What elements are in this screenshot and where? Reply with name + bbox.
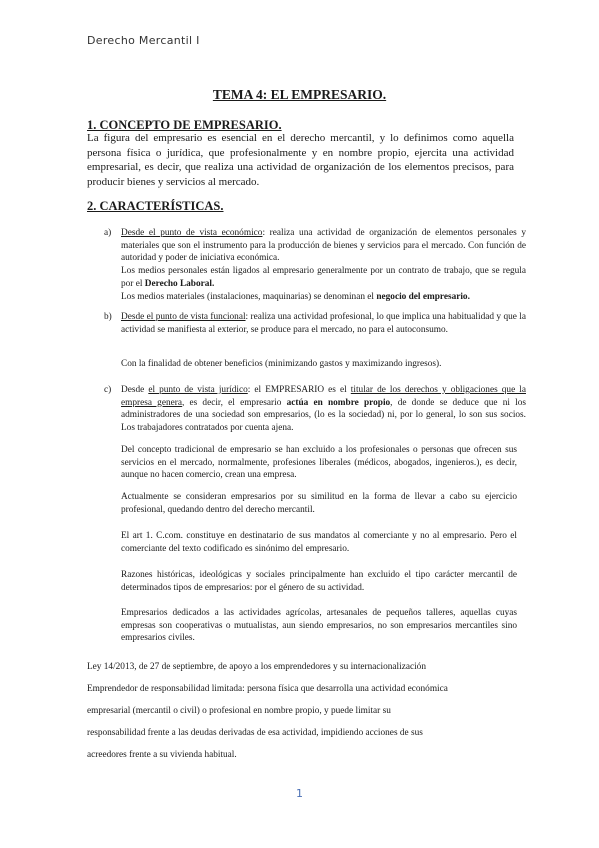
item-c-paragraph-6: Empresarios dedicados a las actividades agrícolas, artesanales de pequeños talleres, aquellas cuyas empresas son cooperativas o mutualistas, aun siendo empresarios, no son empresarios mercantiles sino empresarios civiles.	[121, 608, 517, 644]
item-c-paragraph-3: Actualmente se consideran empresarios por su similitud en la forma de llevar a cabo su ejercicio profesional, quedando dentro del derecho mercantil.	[121, 492, 517, 515]
item-a-text-1: : realiza una actividad de organización de elementos personales y materiales que son el instrumento para la producción de bienes y servicios para el mercado. Con función de autoridad y poder de iniciativa económica.	[121, 228, 526, 264]
item-a-bold-2: Derecho Laboral.	[144, 278, 215, 289]
item-c-paragraph-4: El art 1. C.com. constituye en destinatario de sus mandatos al comerciante y no al empresario. Pero el comerciante del texto codificado es sinónimo del empresario.	[121, 531, 517, 554]
item-b-paragraph-2: Con la finalidad de obtener beneficios (minimizando gastos y maximizando ingresos).	[121, 359, 442, 369]
law-line: empresarial (mercantil o civil) o profesional en nombre propio, y puede limitar su	[87, 706, 391, 716]
law-line: Ley 14/2013, de 27 de septiembre, de apoyo a los emprendedores y su internacionalización	[87, 662, 426, 672]
list-marker: a)	[104, 228, 112, 238]
document-title	[0, 87, 599, 103]
list-item-a	[106, 227, 526, 303]
item-a-paragraph-3	[121, 291, 526, 304]
item-c-paragraph-1	[121, 384, 526, 435]
item-c-paragraph-2: Del concepto tradicional de empresario se han excluido a los profesionales o personas que ofrecen sus servicios en el mercado, normalmente, profesiones liberales (médicos, abogados, ingenieros.), es decir, aunque no hacen comercio, crean una empresa.	[121, 445, 517, 481]
law-note	[87, 660, 527, 770]
item-c-text-4: , de donde se deduce que ni los administradores de una sociedad son empresarios, (lo es la sociedad) ni, por lo general, lo son sus socios. Los trabajadores contratados por cuenta ajena.	[121, 397, 526, 434]
law-line: acreedores frente a su vivienda habitual.	[87, 750, 237, 760]
title-text: TEMA 4: EL EMPRESARIO.	[212, 87, 387, 102]
section-1-paragraph: La figura del empresario es esencial en el derecho mercantil, y lo definimos como aquella persona física o jurídica, que profesionalmente y en nombre propio, ejercita una actividad empresarial, es decir, que realiza una actividad de organización de los elementos precisos, para producir bienes y servicios al mercado.	[87, 132, 514, 188]
item-b-lead: Desde el punto de vista funcional	[121, 312, 246, 322]
item-a-text-2: Los medios personales están ligados al empresario generalmente por un contrato de trabajo, que se regula por el	[121, 266, 526, 289]
item-c-bold: actúa en nombre propio	[286, 397, 391, 408]
section-1-heading: 1. CONCEPTO DE EMPRESARIO.	[87, 118, 282, 132]
item-a-paragraph-1	[121, 227, 526, 265]
item-b-text-1: : realiza una actividad profesional, lo que implica una habitualidad y que la actividad se manifiesta al exterior, se produce para el mercado, no para el autoconsumo.	[121, 312, 526, 335]
item-c-lead: el punto de vista jurídico	[148, 385, 248, 395]
page-number: 1	[296, 787, 303, 800]
item-c-text-2: : el EMPRESARIO es el	[247, 385, 351, 395]
item-a-paragraph-2	[121, 265, 526, 290]
list-marker: c)	[104, 385, 112, 395]
item-c-text-3: , es decir, el empresario	[181, 397, 287, 408]
law-line: Emprendedor de responsabilidad limitada: persona física que desarrolla una actividad económica	[87, 684, 448, 694]
list-item-b	[106, 311, 526, 336]
list-marker: b)	[104, 312, 112, 322]
section-2-heading: 2. CARACTERÍSTICAS.	[87, 199, 224, 213]
item-c-text-1: Desde	[121, 385, 149, 395]
item-a-text-3: Los medios materiales (instalaciones, maquinarias) se denominan el	[121, 291, 377, 302]
law-line: responsabilidad frente a las deudas derivadas de esa actividad, impidiendo acciones de sus	[87, 728, 423, 738]
running-header: Derecho Mercantil I	[87, 34, 200, 47]
item-c-underlined: titular de los derechos y obligaciones que la empresa genera	[121, 385, 526, 408]
list-item-c	[106, 384, 526, 435]
item-b-paragraph-1	[121, 311, 526, 336]
item-c-paragraph-5: Razones históricas, ideológicas y sociales principalmente han excluido el tipo carácter mercantil de determinados tipos de empresarios: por el género de su actividad.	[121, 570, 517, 593]
item-a-lead: Desde el punto de vista económico	[121, 228, 263, 238]
item-a-bold-3: negocio del empresario.	[376, 291, 470, 302]
